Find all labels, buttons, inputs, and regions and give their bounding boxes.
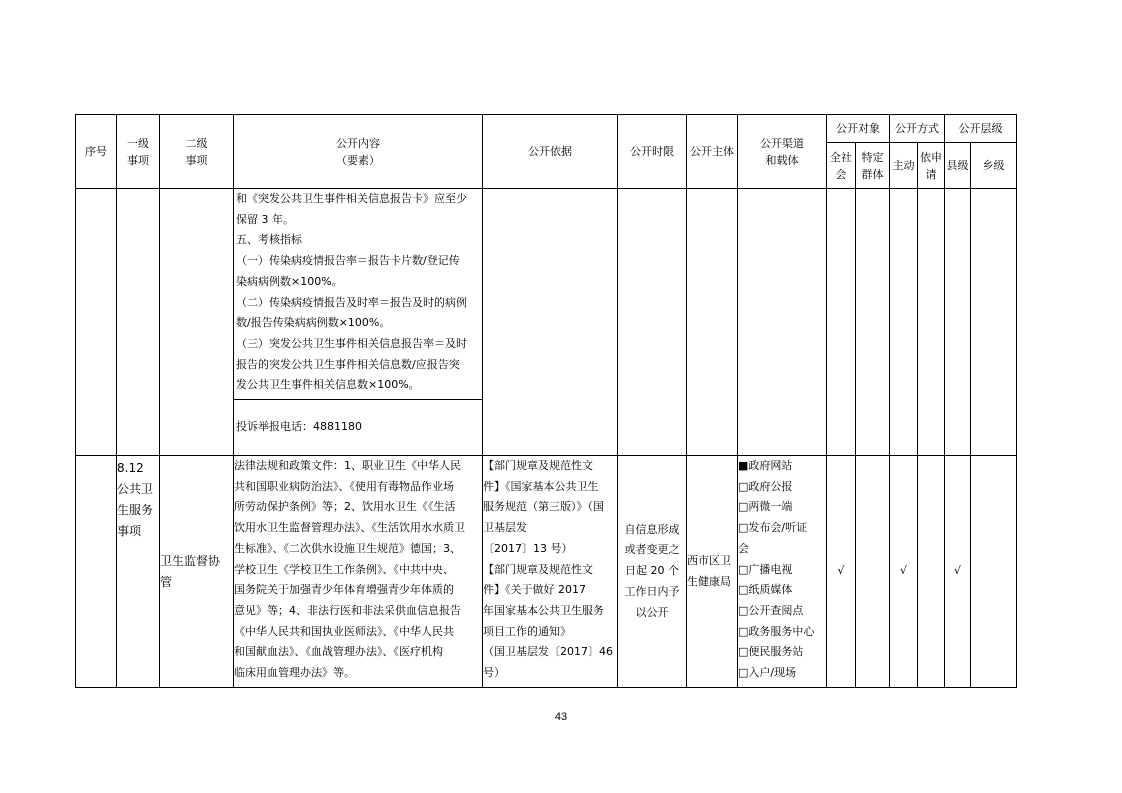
content-line: 共和国职业病防治法》、《使用有毒物品作业场 <box>234 479 454 493</box>
channel-item: □两微一端 <box>738 500 793 514</box>
header-seq: 序号 <box>76 115 117 189</box>
page-number: 43 <box>554 711 568 723</box>
row1-level1 <box>117 189 160 456</box>
basis-line: 年国家基本公共卫生服务 <box>483 603 604 617</box>
channel-item: □政务服务中心 <box>738 624 815 638</box>
row1-basis <box>483 189 618 456</box>
channel-item: □政府公报 <box>738 479 793 493</box>
row2-level2: 卫生监督协 管 <box>160 456 234 688</box>
header-audience-all: 全社 会 <box>827 143 856 189</box>
channel-item: □广播电视 <box>738 562 793 576</box>
channel-item: □便民服务站 <box>738 645 804 659</box>
header-method-apply: 依申 请 <box>918 143 945 189</box>
content-line: 意见》等；4、非法行医和非法采供血信息报告 <box>234 603 461 617</box>
channel-item: 会 <box>738 541 749 555</box>
basis-line: 服务规范（第三版）》（国 <box>483 500 604 514</box>
header-level2: 二级 事项 <box>160 115 234 189</box>
content-line: 报告的突发公共卫生事件相关信息数/应报告突 <box>236 357 460 371</box>
content-line: 和《突发公共卫生事件相关信息报告卡》应至少 <box>236 192 467 205</box>
channel-item: □纸质媒体 <box>738 583 793 597</box>
basis-line: 【部门规章及规范性文 <box>483 459 593 472</box>
header-level-town: 乡级 <box>971 143 1017 189</box>
content-line: 饮用水卫生监督管理办法》、《生活饮用水水质卫 <box>234 521 465 535</box>
row1-check-specific <box>856 189 890 456</box>
content-line: 发公共卫生事件相关信息数×100%。 <box>236 378 420 392</box>
row1-time <box>618 189 687 456</box>
row2-level1: 8.12 公共卫 生服务 事项 <box>117 456 160 688</box>
content-line: （一）传染病疫情报告率＝报告卡片数/登记传 <box>236 254 460 268</box>
row2-subject: 西市区卫 生健康局 <box>687 456 738 688</box>
header-level: 公开层级 <box>945 115 1017 143</box>
channel-item: ■政府网站 <box>738 459 793 472</box>
channel-item: □发布会/听证 <box>738 521 808 535</box>
content-line: 五、考核指标 <box>236 233 302 247</box>
header-subject: 公开主体 <box>687 115 738 189</box>
channel-item: □公开查阅点 <box>738 603 804 617</box>
content-line: （三）突发公共卫生事件相关信息报告率＝及时 <box>236 336 467 350</box>
header-method-active: 主动 <box>890 143 918 189</box>
row1-check-apply <box>918 189 945 456</box>
content-line: 学校卫生《学校卫生工作条例》、《中共中央、 <box>234 562 454 576</box>
header-audience: 公开对象 <box>827 115 890 143</box>
row1-seq <box>76 189 117 456</box>
header-level1: 一级 事项 <box>117 115 160 189</box>
basis-line: 项目工作的通知》 <box>483 624 571 638</box>
header-level-county: 县级 <box>945 143 971 189</box>
basis-line: 件】《国家基本公共卫生 <box>483 479 599 493</box>
check-method-apply <box>918 456 945 688</box>
row1-subject <box>687 189 738 456</box>
row2-basis <box>483 456 618 688</box>
row1-check-town <box>971 189 1017 456</box>
content-line: 生标准》、《二次供水设施卫生规范》德国；3、 <box>234 541 461 555</box>
row1-check-county <box>945 189 971 456</box>
content-line: 法律法规和政策文件：1、职业卫生《中华人民 <box>234 459 461 472</box>
header-content: 公开内容 （要素） <box>234 115 483 189</box>
basis-line: （国卫基层发〔2017〕46 <box>483 645 613 659</box>
row2-seq <box>76 456 117 688</box>
row2-time-limit: 自信息形成 或者变更之 日起 20 个 工作日内予 以公开 <box>618 456 687 688</box>
row2-channels <box>738 456 827 688</box>
content-line: （二）传染病疫情报告及时率＝报告及时的病例 <box>236 295 467 309</box>
row1-content <box>234 189 483 456</box>
basis-line: 【部门规章及规范性文 <box>483 562 593 576</box>
channel-item: □入户/现场 <box>738 666 797 680</box>
disclosure-table <box>75 114 1017 688</box>
check-audience-specific <box>856 456 890 688</box>
complaint-phone: 投诉举报电话：4881180 <box>236 419 362 433</box>
header-method: 公开方式 <box>890 115 945 143</box>
row1-check-active <box>890 189 918 456</box>
content-line: 国务院关于加强青少年体育增强青少年体质的 <box>234 583 454 597</box>
check-level-town <box>971 456 1017 688</box>
check-method-active: √ <box>890 456 918 688</box>
basis-line: 号） <box>483 666 505 680</box>
content-line: 染病病例数×100%。 <box>236 274 343 288</box>
header-channel: 公开渠道 和载体 <box>738 115 827 189</box>
basis-line: 卫基层发 <box>483 521 527 535</box>
check-level-county: √ <box>945 456 971 688</box>
row1-channel <box>738 189 827 456</box>
check-audience-all: √ <box>827 456 856 688</box>
row1-check-all <box>827 189 856 456</box>
content-line: 保留 3 年。 <box>236 212 294 226</box>
row2-content <box>234 456 483 688</box>
basis-line: 件】《关于做好 2017 <box>483 583 586 597</box>
content-line: 所劳动保护条例》等；2、饮用水卫生《《生活 <box>234 500 456 514</box>
content-line: 临床用血管理办法》等。 <box>234 666 355 680</box>
content-line: 数/报告传染病病例数×100%。 <box>236 316 391 330</box>
header-basis: 公开依据 <box>483 115 618 189</box>
header-audience-specific: 特定 群体 <box>856 143 890 189</box>
header-time-limit: 公开时限 <box>618 115 687 189</box>
row1-level2 <box>160 189 234 456</box>
basis-line: 〔2017〕13 号） <box>483 541 573 555</box>
content-line: 《中华人民共和国执业医师法》、《中华人民共 <box>234 624 454 638</box>
content-line: 和国献血法》、《血战管理办法》、《医疗机构 <box>234 645 443 659</box>
